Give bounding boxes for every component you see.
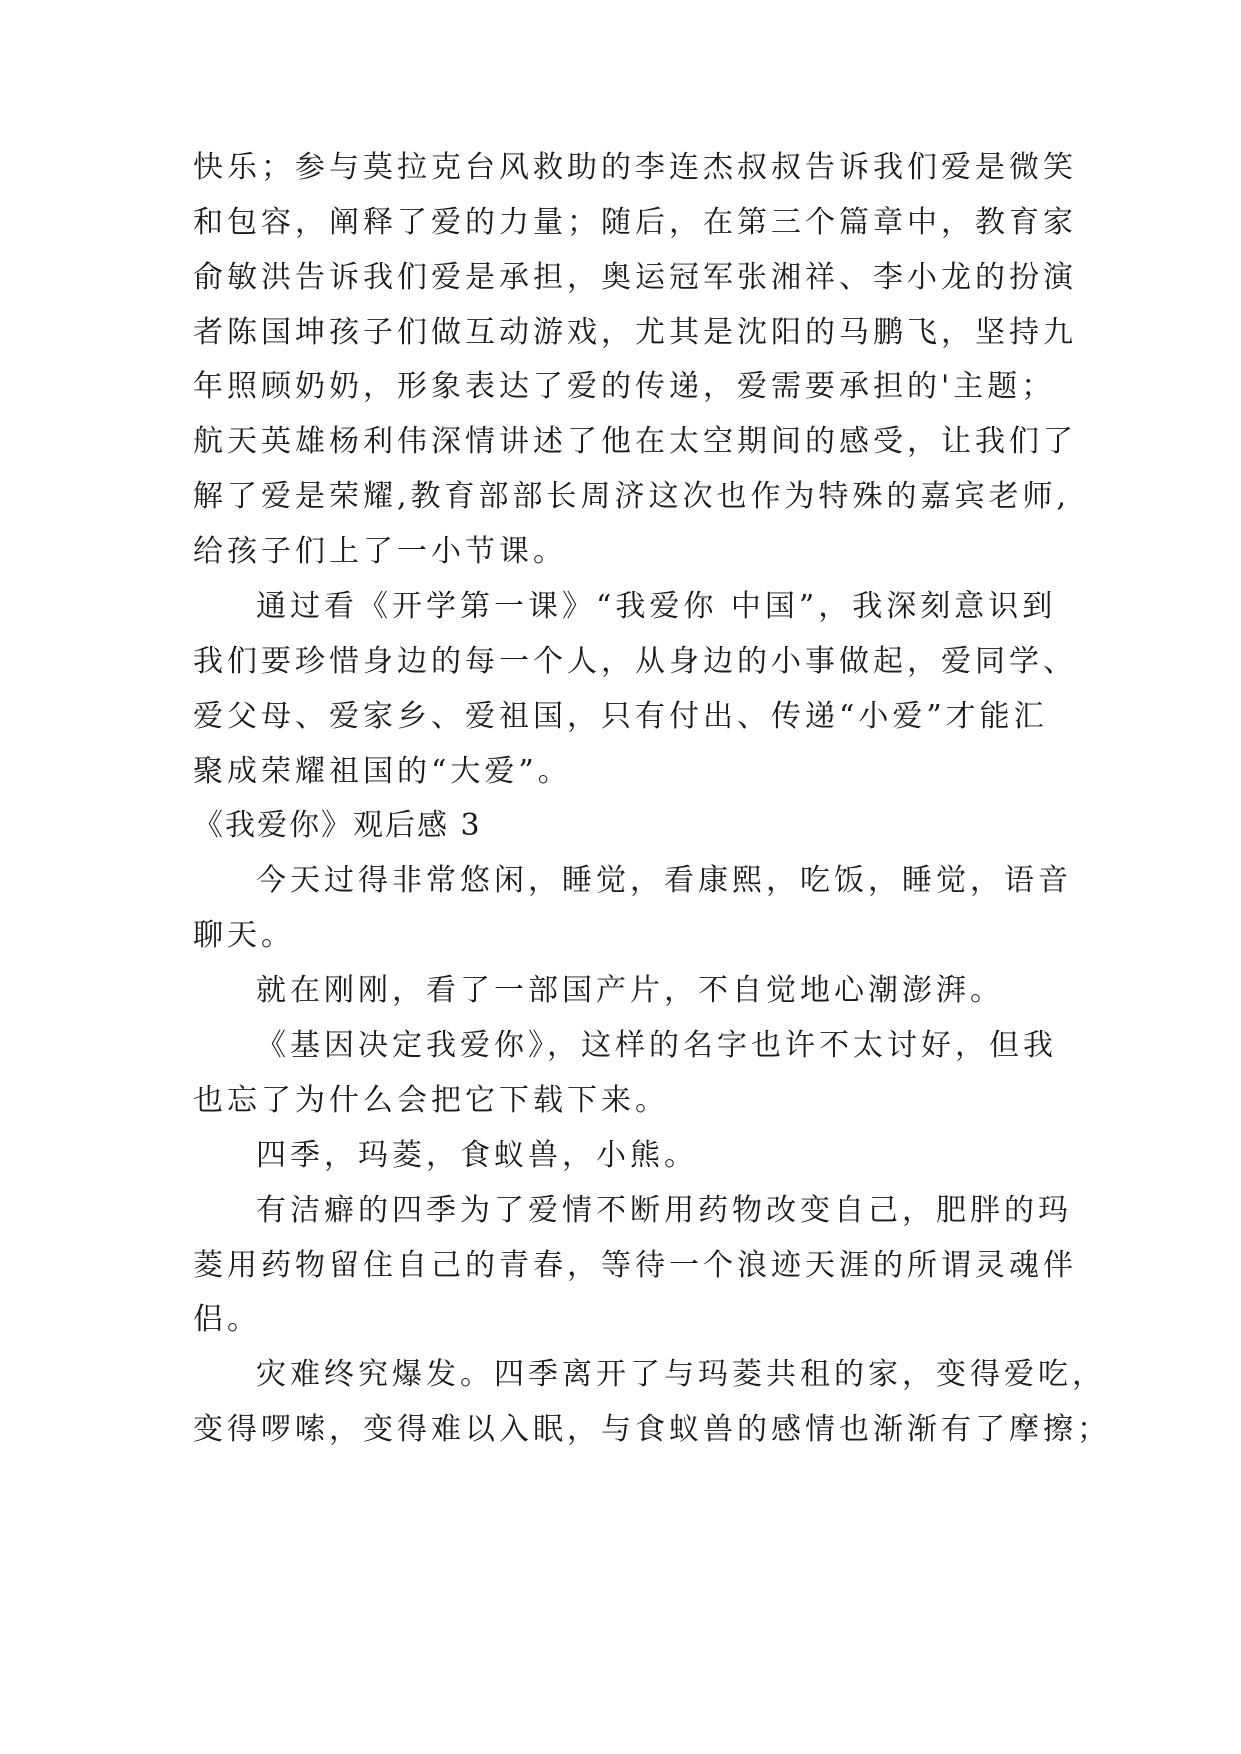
paragraph-line: 解了爱是荣耀,教育部部长周济这次也作为特殊的嘉宾老师, — [193, 479, 1071, 514]
paragraph-line: 有洁癖的四季为了爱情不断用药物改变自己，肥胖的玛 — [256, 1193, 1072, 1228]
paragraph-line: 侣。 — [193, 1302, 261, 1337]
paragraph-line: 者陈国坤孩子们做互动游戏，尤其是沈阳的马鹏飞，坚持九 — [193, 315, 1077, 350]
paragraph-line: 《基因决定我爱你》，这样的名字也许不太讨好，但我 — [256, 1028, 1057, 1063]
paragraph-line: 就在刚刚，看了一部国产片，不自觉地心潮澎湃。 — [256, 973, 1004, 1008]
section-heading: 《我爱你》观后感 3 — [193, 808, 482, 843]
paragraph-line: 灾难终究爆发。四季离开了与玛菱共租的家，变得爱吃， — [256, 1357, 1106, 1392]
paragraph-line: 通过看《开学第一课》“我爱你 中国”，我深刻意识到 — [256, 589, 1057, 624]
paragraph-line: 俞敏洪告诉我们爱是承担，奥运冠军张湘祥、李小龙的扮演 — [193, 260, 1077, 295]
paragraph-line: 我们要珍惜身边的每一个人，从身边的小事做起，爱同学、 — [193, 644, 1077, 679]
paragraph-line: 给孩子们上了一小节课。 — [193, 534, 567, 569]
paragraph-line: 聊天。 — [193, 918, 295, 953]
paragraph-line: 年照顾奶奶，形象表达了爱的传递，爱需要承担的'主题； — [193, 369, 1056, 404]
paragraph-line: 航天英雄杨利伟深情讲述了他在太空期间的感受，让我们了 — [193, 424, 1077, 459]
paragraph-line: 也忘了为什么会把它下载下来。 — [193, 1083, 669, 1118]
paragraph-line: 变得啰嗦，变得难以入眠，与食蚁兽的感情也渐渐有了摩擦； — [193, 1412, 1111, 1447]
paragraph-line: 爱父母、爱家乡、爱祖国，只有付出、传递“小爱”才能汇 — [193, 699, 1048, 734]
paragraph-line: 今天过得非常悠闲，睡觉，看康熙，吃饭，睡觉，语音 — [256, 863, 1072, 898]
paragraph-line: 四季，玛菱，食蚁兽，小熊。 — [256, 1138, 698, 1173]
paragraph-line: 快乐；参与莫拉克台风救助的李连杰叔叔告诉我们爱是微笑 — [193, 150, 1077, 185]
paragraph-line: 和包容，阐释了爱的力量；随后，在第三个篇章中，教育家 — [193, 205, 1077, 240]
paragraph-line: 菱用药物留住自己的青春，等待一个浪迹天涯的所谓灵魂伴 — [193, 1248, 1077, 1283]
paragraph-line: 聚成荣耀祖国的“大爱”。 — [193, 754, 572, 789]
